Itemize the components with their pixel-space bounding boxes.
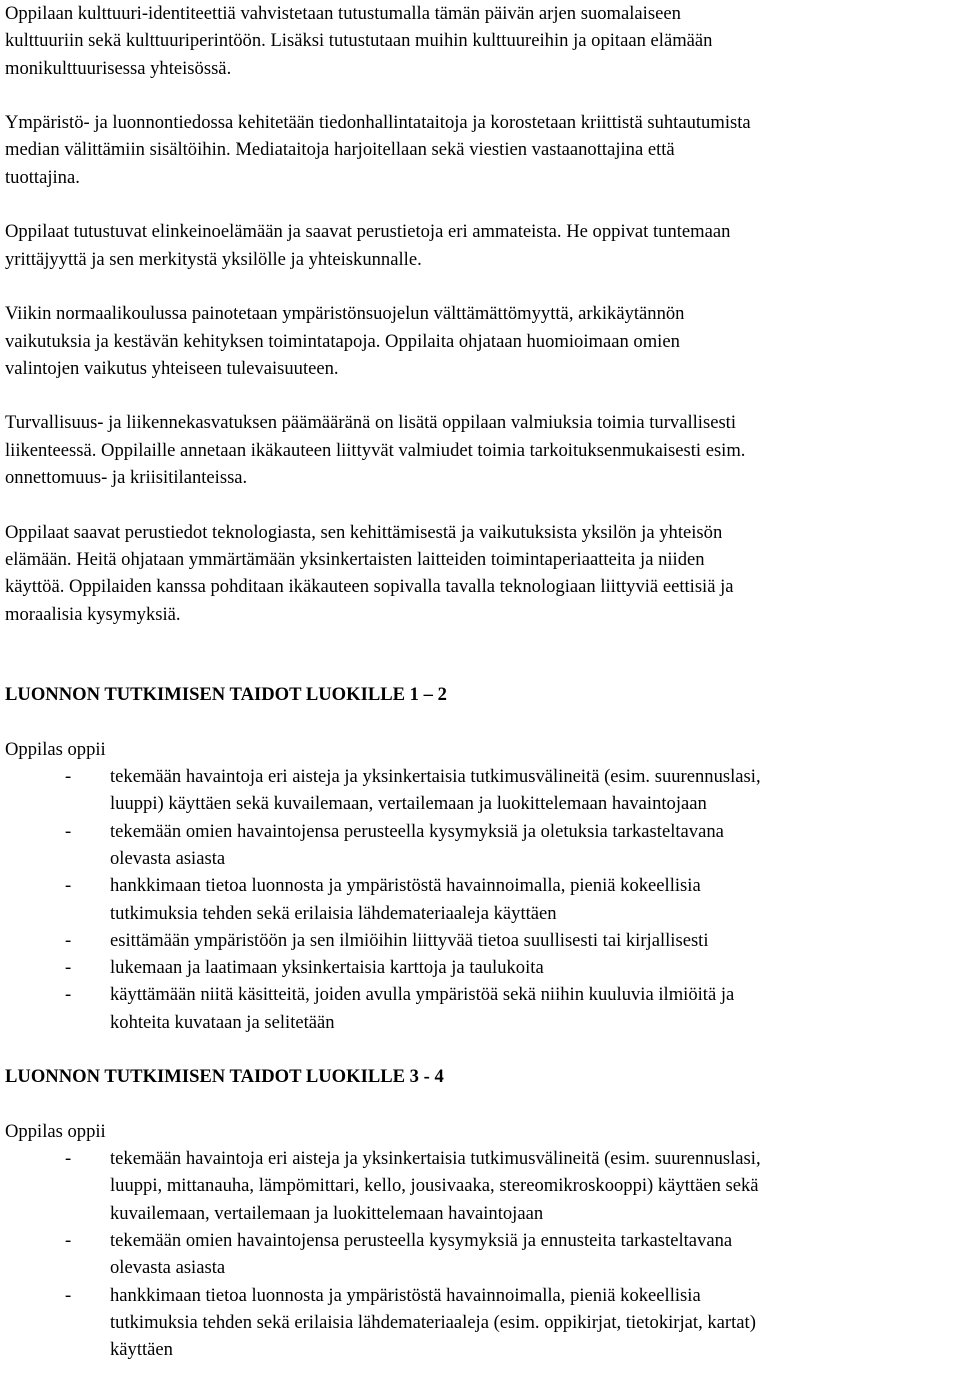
dash-bullet: -: [65, 957, 72, 979]
dash-bullet: -: [65, 766, 72, 788]
section-heading: LUONNON TUTKIMISEN TAIDOT LUOKILLE 3 - 4: [5, 1066, 444, 1088]
text-line: liikenteessä. Oppilaille annetaan ikäkauteen liittyvät valmiudet toimia tarkoituksenmukaisesti esim.: [5, 439, 746, 461]
paragraph-media-skills: [5, 109, 955, 191]
text-line: käyttöä. Oppilaiden kanssa pohditaan ikäkauteen sopivalla tavalla teknologiaan liittyviä eettisiä ja: [5, 576, 734, 598]
text-line: lukemaan ja laatimaan yksinkertaisia karttoja ja taulukoita: [110, 957, 544, 979]
text-line: tekemään havaintoja eri aisteja ja yksinkertaisia tutkimusvälineitä (esim. suurennuslasi,: [110, 766, 761, 788]
text-line: kohteita kuvataan ja selitetään: [110, 1011, 335, 1033]
section-intro: Oppilas oppii: [5, 738, 106, 760]
text-line: Oppilaan kulttuuri-identiteettiä vahvistetaan tutustumalla tämän päivän arjen suomalaiseen: [5, 3, 681, 24]
paragraph-environment: [5, 300, 955, 382]
list-item: [5, 872, 955, 927]
list-item: [5, 954, 955, 981]
text-line: elämään. Heitä ohjataan ymmärtämään yksinkertaisten laitteiden toimintaperiaatteita ja niiden: [5, 548, 705, 570]
dash-bullet: -: [65, 1148, 72, 1170]
list-item: [5, 1145, 955, 1227]
objective-list: [5, 763, 955, 1036]
section-grades-3-4: [5, 1063, 955, 1363]
text-line: Oppilaat saavat perustiedot teknologiasta, sen kehittämisestä ja vaikutuksista yksilön ja yhteisön: [5, 521, 723, 543]
paragraph-technology: [5, 519, 955, 628]
text-line: Oppilaat tutustuvat elinkeinoelämään ja saavat perustietoja eri ammateista. He oppivat tuntemaan: [5, 221, 731, 243]
text-line: kuvailemaan, vertailemaan ja luokittelemaan havaintojaan: [110, 1202, 544, 1224]
text-line: käyttäen: [110, 1339, 173, 1361]
paragraph-cultural-identity: [5, 0, 955, 82]
text-line: tutkimuksia tehden sekä erilaisia lähdemateriaaleja (esim. oppikirjat, tietokirjat, kartat): [110, 1311, 756, 1333]
dash-bullet: -: [65, 875, 72, 897]
text-line: onnettomuus- ja kriisitilanteissa.: [5, 467, 248, 489]
list-item: [5, 763, 955, 818]
objective-list: [5, 1145, 955, 1363]
dash-bullet: -: [65, 984, 72, 1006]
text-line: luuppi, mittanauha, lämpömittari, kello, jousivaaka, stereomikroskooppi) käyttäen sekä: [110, 1175, 759, 1197]
document-page: [5, 0, 955, 1391]
text-line: hankkimaan tietoa luonnosta ja ympäristöstä havainnoimalla, pieniä kokeellisia: [110, 875, 701, 897]
dash-bullet: -: [65, 929, 72, 951]
section-intro: Oppilas oppii: [5, 1120, 106, 1142]
paragraph-working-life: [5, 218, 955, 273]
section-spacer: [5, 655, 955, 681]
text-line: esittämään ympäristöön ja sen ilmiöihin liittyvää tietoa suullisesti tai kirjallisesti: [110, 929, 709, 951]
text-line: tekemään omien havaintojensa perusteella kysymyksiä ja ennusteita tarkasteltavana: [110, 1230, 733, 1252]
dash-bullet: -: [65, 820, 72, 842]
text-line: olevasta asiasta: [110, 1257, 226, 1279]
text-line: valintojen vaikutus yhteiseen tulevaisuuteen.: [5, 357, 339, 379]
text-line: Ympäristö- ja luonnontiedossa kehitetään tiedonhallintataitoja ja korostetaan kriittistä suhtautumista: [5, 112, 751, 134]
text-line: käyttämään niitä käsitteitä, joiden avulla ympäristöä sekä niihin kuuluvia ilmiöitä ja: [110, 984, 735, 1006]
paragraph-safety: [5, 409, 955, 491]
text-line: yrittäjyyttä ja sen merkitystä yksilölle ja yhteiskunnalle.: [5, 248, 422, 270]
text-line: tekemään havaintoja eri aisteja ja yksinkertaisia tutkimusvälineitä (esim. suurennuslasi,: [110, 1148, 761, 1170]
text-line: tutkimuksia tehden sekä erilaisia lähdemateriaaleja käyttäen: [110, 902, 557, 924]
dash-bullet: -: [65, 1284, 72, 1306]
list-item: [5, 981, 955, 1036]
text-line: olevasta asiasta: [110, 847, 226, 869]
text-line: tuottajina.: [5, 166, 80, 188]
text-line: monikulttuurisessa yhteisössä.: [5, 57, 232, 79]
text-line: median välittämiin sisältöihin. Mediataitoja harjoitellaan sekä viestien vastaanottajina että: [5, 139, 675, 161]
text-line: Turvallisuus- ja liikennekasvatuksen päämääränä on lisätä oppilaan valmiuksia toimia turvallisesti: [5, 412, 737, 434]
text-line: kulttuuriin sekä kulttuuriperintöön. Lisäksi tutustutaan muihin kulttuureihin ja opitaan elämään: [5, 30, 713, 52]
dash-bullet: -: [65, 1230, 72, 1252]
list-item: [5, 1227, 955, 1282]
text-line: moraalisia kysymyksiä.: [5, 603, 181, 625]
list-item: [5, 818, 955, 873]
text-line: hankkimaan tietoa luonnosta ja ympäristöstä havainnoimalla, pieniä kokeellisia: [110, 1284, 701, 1306]
list-item: [5, 927, 955, 954]
text-line: luuppi) käyttäen sekä kuvailemaan, vertailemaan ja luokittelemaan havaintojaan: [110, 793, 707, 815]
section-heading: LUONNON TUTKIMISEN TAIDOT LUOKILLE 1 – 2: [5, 684, 447, 706]
list-item: [5, 1282, 955, 1364]
text-line: Viikin normaalikoulussa painotetaan ympäristönsuojelun välttämättömyyttä, arkikäytännön: [5, 303, 685, 325]
section-grades-1-2: [5, 681, 955, 1036]
text-line: tekemään omien havaintojensa perusteella kysymyksiä ja oletuksia tarkasteltavana: [110, 820, 724, 842]
text-line: vaikutuksia ja kestävän kehityksen toimintatapoja. Oppilaita ohjataan huomioimaan omien: [5, 330, 680, 352]
